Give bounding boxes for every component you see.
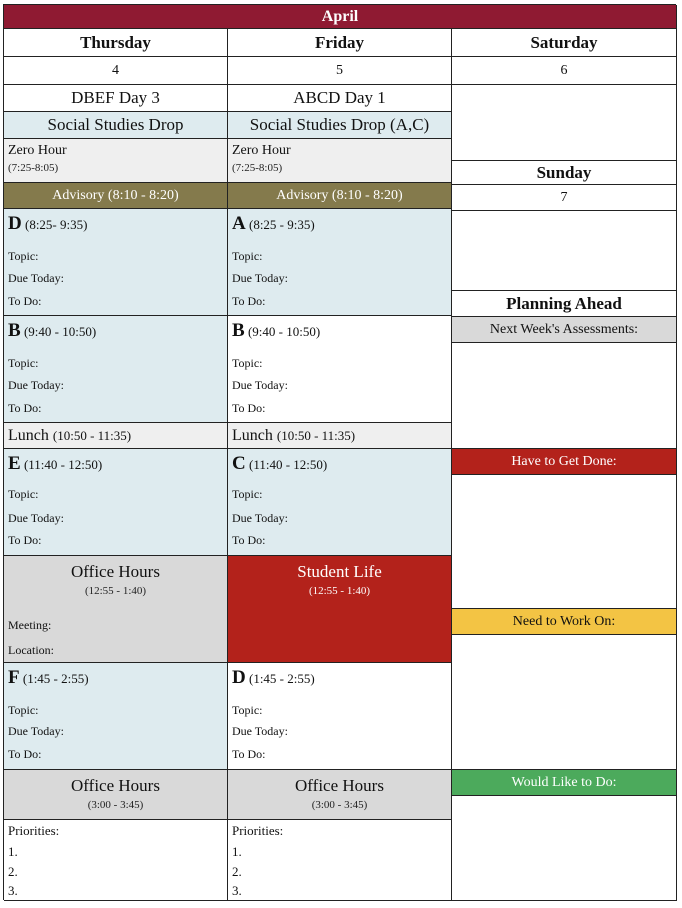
lunch-thursday [4,423,228,449]
todo-line: To Do: [8,294,42,308]
rotation-thursday [4,85,228,112]
topic-line: Topic: [8,487,39,501]
priorities-label: Priorities: [8,823,60,838]
day-header-saturday [452,29,677,57]
period-title: E (11:40 - 12:50) [8,453,103,474]
priority-item: 2. [8,864,18,879]
drop-thursday [4,112,228,139]
lunch-label: Lunch (10:50 - 11:35) [8,427,132,444]
topic-line: Topic: [232,249,263,263]
office-hours-friday-afternoon [228,770,452,820]
section-label: Next Week's Assessments: [489,321,639,337]
planning-section-need-to [452,609,677,635]
assessments-notes[interactable] [452,343,677,449]
todo-line: To Do: [8,401,42,415]
todo-line: To Do: [232,747,266,761]
period-block-friday-1[interactable] [228,209,452,316]
topic-line: Topic: [232,356,263,370]
rotation-friday [228,85,452,112]
due-line: Due Today: [232,378,288,392]
period-title: A (8:25 - 9:35) [232,213,315,234]
rotation-label: DBEF Day 3 [71,88,160,107]
date-number: 6 [560,62,568,78]
block-title: Office Hours [71,776,160,795]
todo-line: To Do: [8,747,42,761]
topic-line: Topic: [8,703,39,717]
todo-line: To Do: [232,401,266,415]
month-title: April [321,7,359,25]
office-hours-thursday-afternoon [4,770,228,820]
would-like-notes[interactable] [452,796,677,901]
due-line: Due Today: [232,724,288,738]
lunch-friday [228,423,452,449]
section-label: Need to Work On: [512,613,616,629]
period-block-thursday-3[interactable] [4,449,228,556]
day-name: Thursday [80,32,151,52]
have-to-notes[interactable] [452,475,677,609]
drop-label: Social Studies Drop (A,C) [249,115,430,134]
zero-hour-friday [228,139,452,183]
advisory-label: Advisory (8:10 - 8:20) [276,187,403,203]
topic-line: Topic: [232,487,263,501]
date-friday [228,57,452,85]
priority-item: 1. [8,844,18,859]
planning-section-would-like [452,770,677,796]
location-line: Location: [8,643,54,657]
priority-item: 3. [232,883,242,898]
priorities-friday[interactable] [228,820,452,901]
day-header-sunday [452,161,677,185]
day-name: Friday [314,32,365,52]
todo-line: To Do: [8,533,42,547]
date-saturday [452,57,677,85]
priorities-label: Priorities: [232,823,284,838]
period-title: B (9:40 - 10:50) [8,320,97,341]
date-number: 4 [112,62,119,78]
period-title: D (8:25- 9:35) [8,213,88,234]
date-sunday [452,185,677,211]
due-line: Due Today: [232,511,288,525]
section-label: Would Like to Do: [511,774,617,790]
drop-label: Social Studies Drop [47,115,184,134]
topic-line: Topic: [8,249,39,263]
sunday-notes[interactable] [452,211,677,291]
priorities-thursday[interactable] [4,820,228,901]
period-block-friday-2[interactable] [228,316,452,423]
block-time: (3:00 - 3:45) [311,799,368,811]
due-line: Due Today: [8,378,64,392]
advisory-label: Advisory (8:10 - 8:20) [52,187,179,203]
period-title: C (11:40 - 12:50) [232,453,328,474]
advisory-thursday [4,183,228,209]
topic-line: Topic: [8,356,39,370]
planning-ahead-title [452,291,677,317]
topic-line: Topic: [232,703,263,717]
period-block-thursday-1[interactable] [4,209,228,316]
period-block-friday-4[interactable] [228,663,452,770]
day-name: Saturday [530,32,598,52]
date-number: 5 [336,62,343,78]
due-line: Due Today: [232,271,288,285]
day-name: Sunday [536,162,592,182]
meeting-line: Meeting: [8,618,52,632]
period-block-thursday-4[interactable] [4,663,228,770]
zero-hour-time: (7:25-8:05) [8,162,59,174]
month-header [4,5,677,29]
priority-item: 1. [232,844,242,859]
due-line: Due Today: [8,724,64,738]
rotation-label: ABCD Day 1 [293,88,386,107]
priority-item: 2. [232,864,242,879]
block-title: Office Hours [295,776,384,795]
day-header-friday [228,29,452,57]
drop-friday [228,112,452,139]
period-title: D (1:45 - 2:55) [232,667,315,688]
block-time: (12:55 - 1:40) [84,585,147,597]
todo-line: To Do: [232,533,266,547]
block-title: Office Hours [71,562,160,581]
period-title: B (9:40 - 10:50) [232,320,321,341]
date-thursday [4,57,228,85]
weekly-planner [3,4,676,900]
planning-section-have-to [452,449,677,475]
period-block-thursday-2[interactable] [4,316,228,423]
planning-title-text: Planning Ahead [506,293,622,313]
zero-hour-time: (7:25-8:05) [232,162,283,174]
block-time: (3:00 - 3:45) [87,799,144,811]
date-number: 7 [560,189,568,205]
due-line: Due Today: [8,271,64,285]
student-life-friday [228,556,452,663]
todo-line: To Do: [232,294,266,308]
zero-hour-label: Zero Hour [232,143,291,158]
period-block-friday-3[interactable] [228,449,452,556]
section-label: Have to Get Done: [511,453,617,469]
advisory-friday [228,183,452,209]
office-hours-thursday-midday [4,556,228,663]
planning-section-assessments [452,317,677,343]
period-title: F (1:45 - 2:55) [8,667,89,688]
zero-hour-thursday [4,139,228,183]
saturday-notes[interactable] [452,85,677,161]
block-time: (12:55 - 1:40) [308,585,371,597]
priority-item: 3. [8,883,18,898]
day-header-thursday [4,29,228,57]
zero-hour-label: Zero Hour [8,143,67,158]
due-line: Due Today: [8,511,64,525]
lunch-label: Lunch (10:50 - 11:35) [232,427,356,444]
block-title: Student Life [297,562,382,581]
need-to-notes[interactable] [452,635,677,770]
